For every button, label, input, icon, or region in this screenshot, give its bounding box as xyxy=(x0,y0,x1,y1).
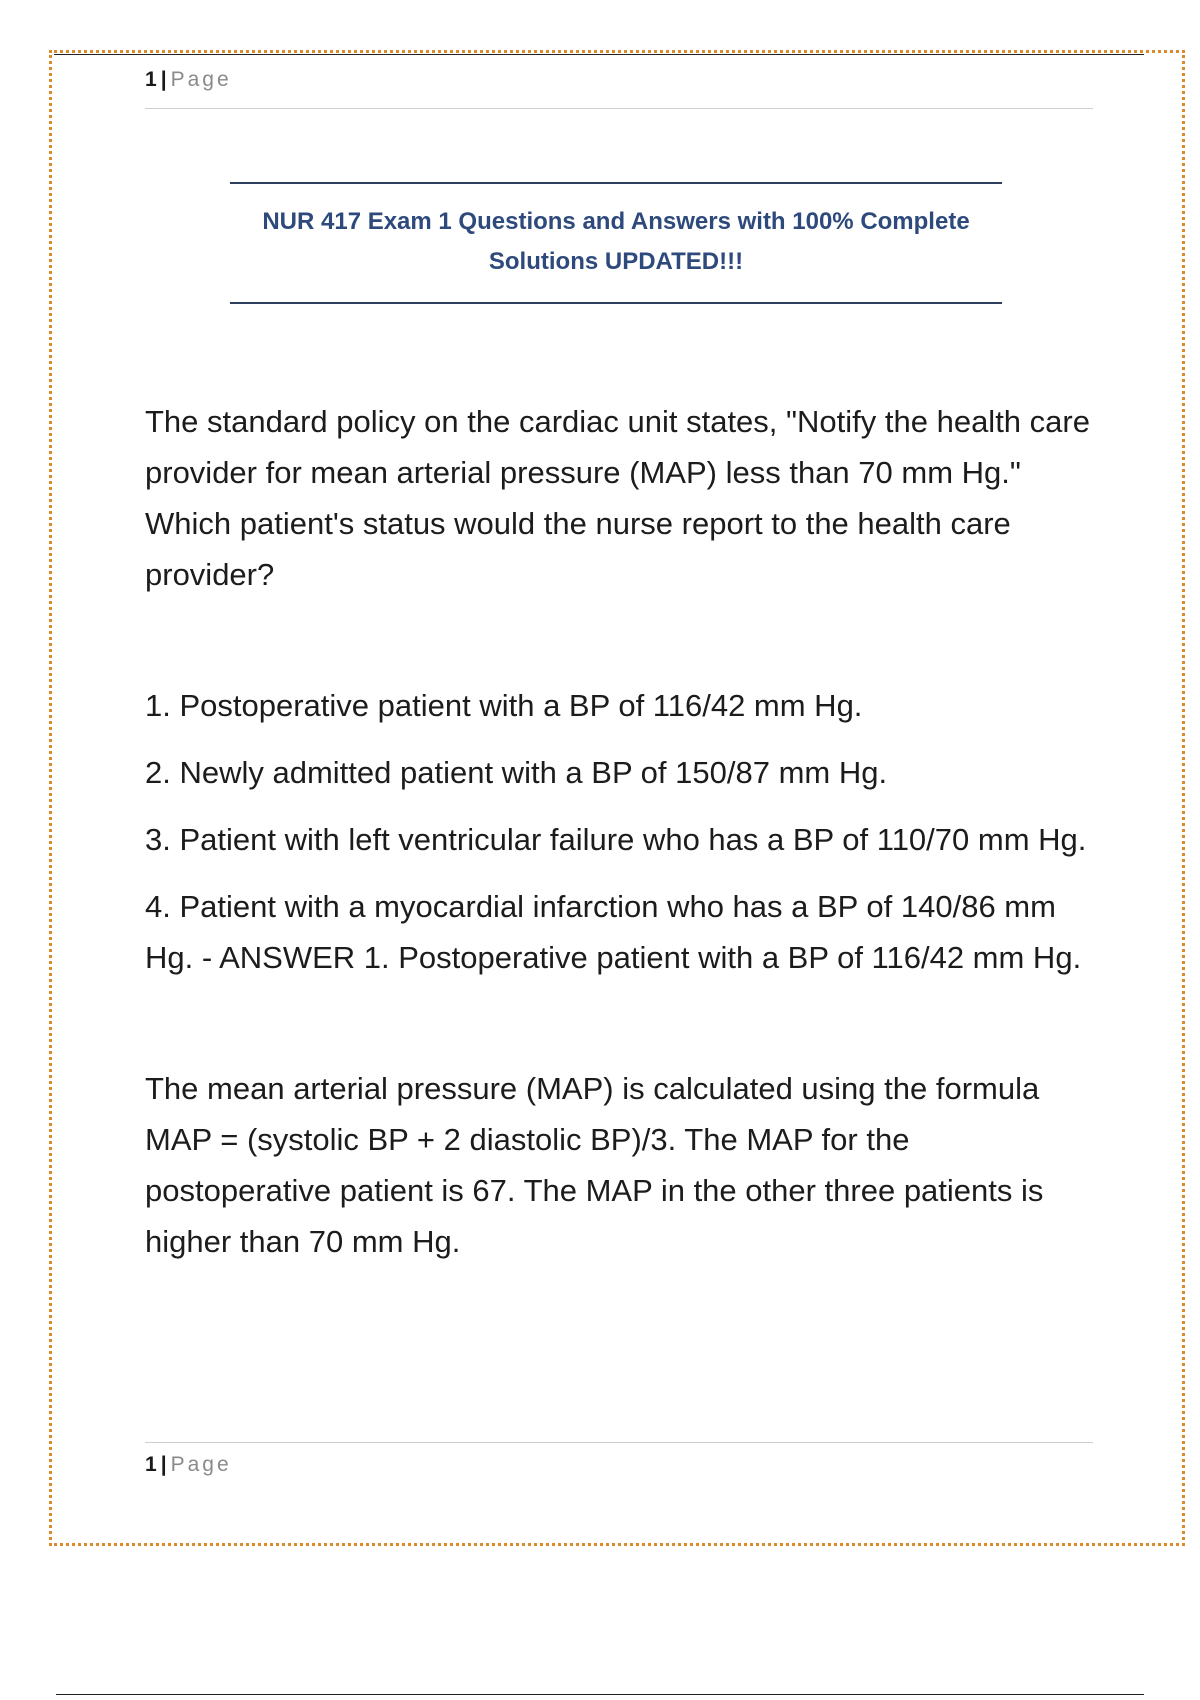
option-item-with-answer: 4. Patient with a myocardial infarction who has a BP of 140/86 mm Hg. - ANSWER 1. Postoperative patient with a BP of 116/42 mm Hg. xyxy=(145,889,1082,975)
bottom-rule xyxy=(56,1694,1144,1695)
header-separator: | xyxy=(160,68,167,91)
title-block xyxy=(230,182,1002,304)
header-page-word: Page xyxy=(170,68,232,91)
footer-page-word: Page xyxy=(170,1453,232,1476)
footer-separator: | xyxy=(160,1453,167,1476)
question-text: The standard policy on the cardiac unit states, "Notify the health care provider for mean arterial pressure (MAP) less than 70 mm Hg." Which patient's status would the nurse report to the health care provider? xyxy=(145,404,1090,592)
document-title: NUR 417 Exam 1 Questions and Answers with 100% Complete Solutions UPDATED!!! xyxy=(262,208,970,275)
option-item: 3. Patient with left ventricular failure who has a BP of 110/70 mm Hg. xyxy=(145,822,1087,857)
option-item: 2. Newly admitted patient with a BP of 150/87 mm Hg. xyxy=(145,755,888,790)
header-page-number: 1 xyxy=(145,68,157,91)
page-header xyxy=(145,68,1093,109)
footer-page-number: 1 xyxy=(145,1453,157,1476)
option-item: 1. Postoperative patient with a BP of 116/42 mm Hg. xyxy=(145,688,863,723)
document-content xyxy=(145,396,1095,1267)
page-footer xyxy=(145,1442,1093,1493)
rationale-text: The mean arterial pressure (MAP) is calculated using the formula MAP = (systolic BP + 2 diastolic BP)/3. The MAP for the postoperative patient is 67. The MAP in the other three patients is higher than 70 mm Hg. xyxy=(145,1071,1044,1259)
